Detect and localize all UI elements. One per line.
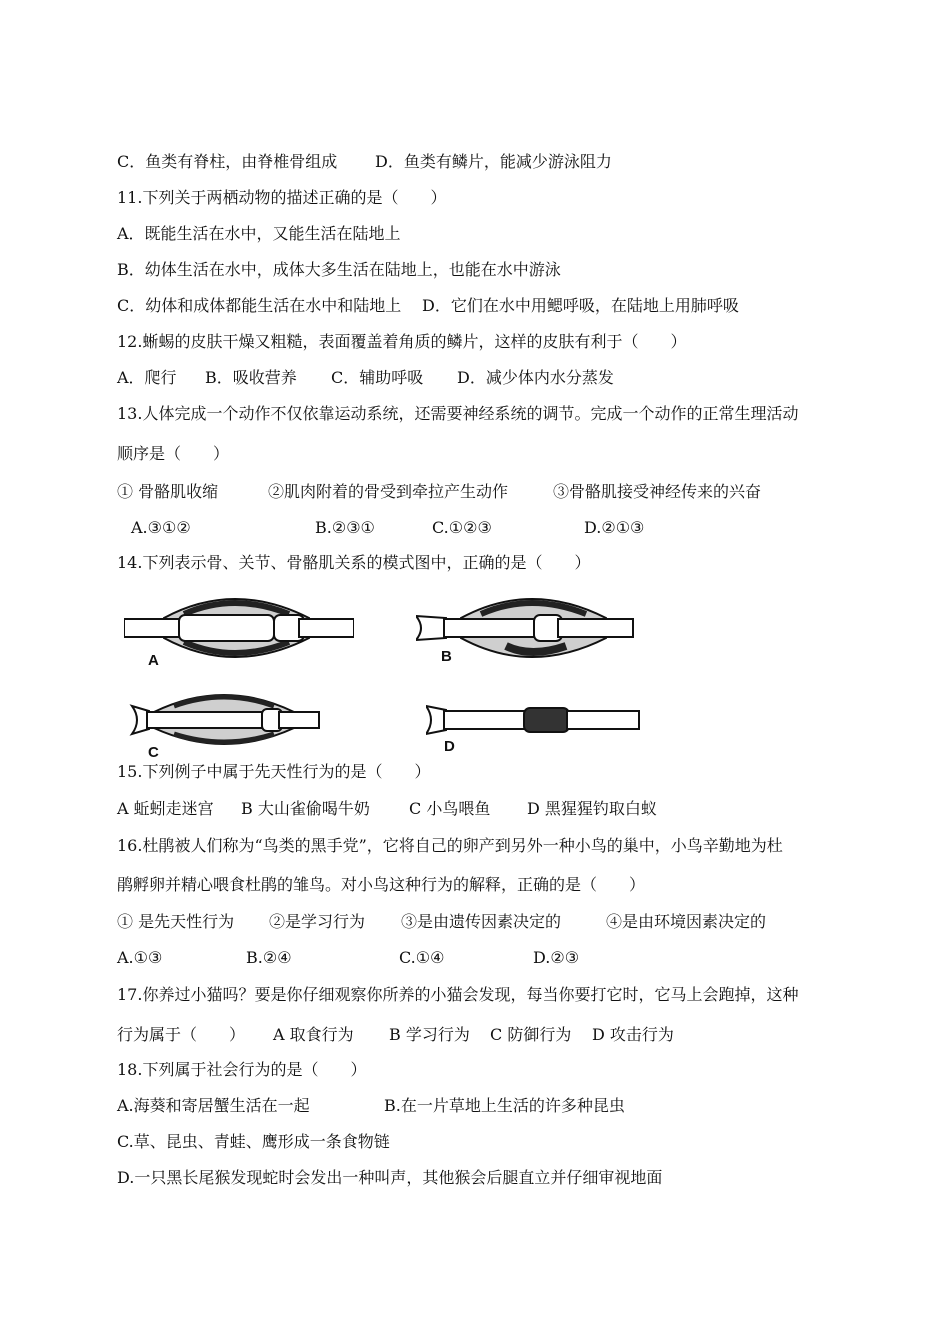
- q12-stem: 12.蜥蜴的皮肤干燥又粗糙，表面覆盖着角质的鳞片，这样的皮肤有利于（ ）: [117, 332, 687, 351]
- q13-stem-line1: 13.人体完成一个动作不仅依靠运动系统，还需要神经系统的调节。完成一个动作的正常生理活动: [117, 404, 799, 423]
- q18-option-a: A.海葵和寄居蟹生活在一起: [117, 1096, 310, 1115]
- figure-a-label: A: [148, 652, 159, 669]
- q15-option-c: C 小鸟喂鱼: [409, 799, 491, 818]
- q13-option-d: D.②①③: [584, 518, 645, 537]
- q13-stem-line2: 顺序是（ ）: [117, 444, 230, 463]
- q15-option-a: A 蚯蚓走迷宫: [117, 799, 214, 818]
- q17-option-c: C 防御行为: [490, 1025, 572, 1044]
- figure-c-label: C: [148, 744, 159, 761]
- q12-option-d: D．减少体内水分蒸发: [457, 368, 614, 387]
- q16-item-3: ③是由遗传因素决定的: [401, 912, 562, 931]
- figure-d-label: D: [444, 738, 455, 755]
- q11-option-d: D．它们在水中用鳃呼吸，在陆地上用肺呼吸: [422, 296, 739, 315]
- q12-option-b: B．吸收营养: [205, 368, 297, 387]
- q10-option-c: C．鱼类有脊柱，由脊椎骨组成: [117, 152, 338, 171]
- q18-option-c: C.草、昆虫、青蛙、鹰形成一条食物链: [117, 1132, 390, 1151]
- q13-item-1: ① 骨骼肌收缩: [117, 482, 219, 501]
- q10-option-d: D．鱼类有鳞片，能减少游泳阻力: [375, 152, 612, 171]
- q13-item-3: ③骨骼肌接受神经传来的兴奋: [553, 482, 762, 501]
- q16-option-c: C.①④: [399, 948, 445, 967]
- q11-option-a: A．既能生活在水中，又能生活在陆地上: [117, 224, 401, 243]
- q13-option-c: C.①②③: [432, 518, 492, 537]
- q16-option-b: B.②④: [246, 948, 292, 967]
- q17-stem-line1: 17.你养过小猫吗？要是你仔细观察你所养的小猫会发现，每当你要打它时，它马上会跑掉，这种: [117, 985, 799, 1004]
- q18-stem: 18.下列属于社会行为的是（ ）: [117, 1060, 367, 1079]
- q12-option-c: C．辅助呼吸: [331, 368, 424, 387]
- q11-stem: 11.下列关于两栖动物的描述正确的是（ ）: [117, 188, 447, 207]
- q18-option-d: D.一只黑长尾猴发现蛇时会发出一种叫声，其他猴会后腿直立并仔细审视地面: [117, 1168, 663, 1187]
- q17-option-b: B 学习行为: [389, 1025, 470, 1044]
- q17-option-a: A 取食行为: [273, 1025, 354, 1044]
- figure-d: [426, 696, 646, 750]
- q15-option-b: B 大山雀偷喝牛奶: [241, 799, 370, 818]
- q16-item-4: ④是由环境因素决定的: [606, 912, 767, 931]
- q16-stem-line2: 鹃孵卵并精心喂食杜鹃的雏鸟。对小鸟这种行为的解释，正确的是（ ）: [117, 875, 646, 894]
- q17-option-d: D 攻击行为: [592, 1025, 674, 1044]
- q15-option-d: D 黑猩猩钓取白蚁: [527, 799, 657, 818]
- q12-option-a: A．爬行: [117, 368, 177, 387]
- q16-option-a: A.①③: [117, 948, 163, 967]
- q13-option-a: A.③①②: [131, 518, 191, 537]
- q14-stem: 14.下列表示骨、关节、骨骼肌关系的模式图中，正确的是（ ）: [117, 553, 591, 572]
- q11-option-c: C．幼体和成体都能生活在水中和陆地上: [117, 296, 402, 315]
- q16-stem-line1: 16.杜鹃被人们称为“鸟类的黑手党”，它将自己的卵产到另外一种小鸟的巢中，小鸟辛勤地为杜: [117, 836, 783, 855]
- q18-option-b: B.在一片草地上生活的许多种昆虫: [384, 1096, 625, 1115]
- q13-item-2: ②肌肉附着的骨受到牵拉产生动作: [268, 482, 509, 501]
- q17-stem-line2: 行为属于（ ）: [117, 1025, 246, 1044]
- q16-option-d: D.②③: [533, 948, 580, 967]
- q13-option-b: B.②③①: [315, 518, 375, 537]
- q11-option-b: B．幼体生活在水中，成体大多生活在陆地上，也能在水中游泳: [117, 260, 561, 279]
- figure-b-label: B: [441, 648, 452, 665]
- q15-stem: 15.下列例子中属于先天性行为的是（ ）: [117, 762, 431, 781]
- q16-item-1: ① 是先天性行为: [117, 912, 235, 931]
- q16-item-2: ②是学习行为: [269, 912, 366, 931]
